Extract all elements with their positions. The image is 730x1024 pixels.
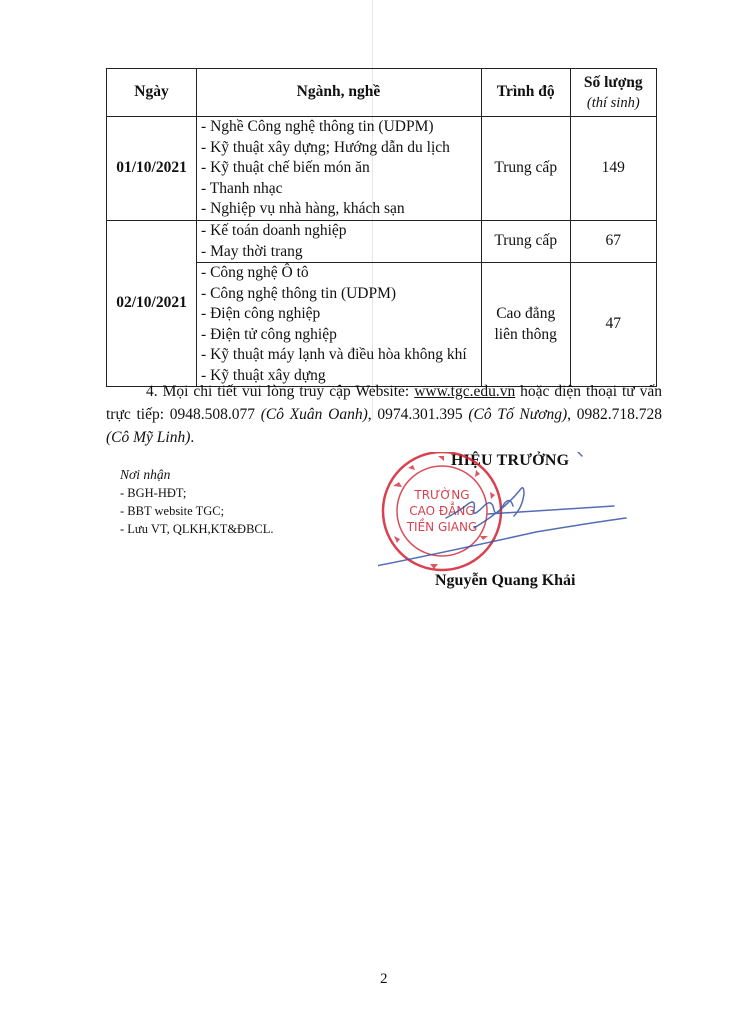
contact-lead: 4. Mọi chi tiết vui lòng truy cập Website: [146,383,415,400]
phone-1: 0948.508.077 [169,406,255,423]
recipient-item: - Lưu VT, QLKH,KT&ĐBCL. [120,522,274,536]
major-item: - Điện tử công nghiệp [201,325,337,343]
table-header-row [107,69,657,117]
header-quantity [570,69,656,117]
header-day: Ngày [107,69,197,117]
header-major: Ngành, nghề [197,69,482,117]
majors-cell [197,117,482,221]
recipients-block [120,466,274,538]
seal-line-1: TRƯỜNG [414,488,470,502]
recipients-title: Nơi nhận [120,467,171,482]
day-cell: 01/10/2021 [107,117,197,221]
recipient-item: - BBT website TGC; [120,504,225,518]
contact-person-1: (Cô Xuân Oanh) [260,406,368,423]
major-item: - May thời trang [201,242,303,260]
quantity-cell: 67 [570,221,656,263]
signature-title: HIỆU TRƯỞNG [451,452,570,469]
signer-name: Nguyễn Quang Khải [435,572,576,589]
majors-cell [197,263,482,387]
contact-paragraph: 4. Mọi chi tiết vui lòng truy cập Website: www.tgc.edu.vn hoặc điện thoại tư vấn trực tiếp: 0948.508.077 (Cô Xuân Oanh), 0974.301.395 (Cô Tố Nương), 0982.718.728 (Cô Mỹ Linh). [106,383,663,446]
majors-cell [197,221,482,263]
major-item: - Kỹ thuật máy lạnh và điều hòa không khí [201,346,467,363]
seal-line-3: TIỀN GIANG [406,520,478,534]
table-row [107,117,657,221]
contact-person-3: (Cô Mỹ Linh) [106,429,191,446]
level-cell: Trung cấp [481,221,570,263]
header-level: Trình độ [481,69,570,117]
major-item: - Điện công nghiệp [201,305,321,322]
day-cell: 02/10/2021 [107,221,197,387]
major-item: - Kế toán doanh nghiệp [201,222,347,239]
major-item: - Công nghệ thông tin (UDPM) [201,284,397,302]
header-quantity-sub: (thí sinh) [586,94,640,111]
phone-3: 0982.718.728 [576,406,663,423]
phone-2: 0974.301.395 [377,406,463,423]
major-item: - Nghề Công nghệ thông tin (UDPM) [201,118,434,136]
seal-line-2: CAO ĐẲNG [409,504,475,518]
major-item: - Kỹ thuật chế biến món ăn [201,159,370,177]
level-cell: Cao đẳng liên thông [481,263,570,387]
exam-schedule-table [106,68,657,387]
table-row [107,221,657,263]
header-quantity-label: Số lượng [583,74,643,92]
school-seal-icon [378,452,628,577]
contact-after-site: hoặc điện thoại tư vấn trực tiếp: [106,383,662,423]
major-item: - Kỹ thuật xây dựng; Hướng dẫn du lịch [201,138,450,156]
level-cell: Trung cấp [481,117,570,221]
major-item: - Nghiệp vụ nhà hàng, khách sạn [201,200,405,218]
recipient-item: - BGH-HĐT; [120,486,187,500]
major-item: - Công nghệ Ô tô [201,264,309,281]
major-item: - Thanh nhạc [201,179,283,197]
quantity-cell: 149 [570,117,656,221]
quantity-cell: 47 [570,263,656,387]
major-item: - Kỹ thuật xây dựng [201,366,326,384]
page-number: 2 [380,971,388,987]
contact-person-2: (Cô Tố Nương) [468,406,568,423]
website-link[interactable]: www.tgc.edu.vn [414,383,516,400]
